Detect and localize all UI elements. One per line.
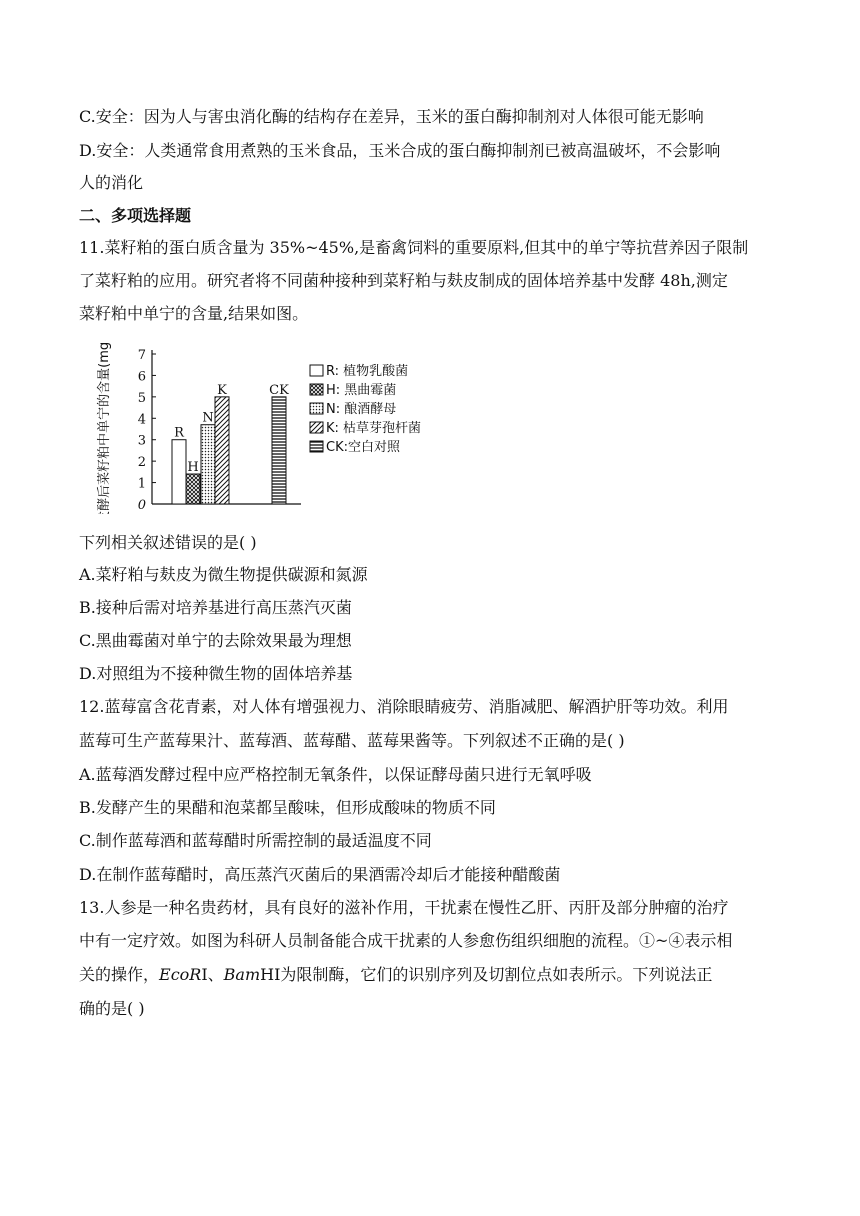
q12-option-d: D.在制作蓝莓醋时，高压蒸汽灭菌后的果酒需冷却后才能接种醋酸菌 [79,865,561,884]
bar-label-k: K [217,382,227,398]
q12-text-2: 蓝莓可生产蓝莓果汁、蓝莓酒、蓝莓醋、蓝莓果酱等。下列叙述不正确的是( ) [79,731,625,750]
chart-legend [310,363,421,455]
legend-entry: K: 枯草芽孢杆菌 [326,421,422,436]
y-tick-label: 3 [137,433,146,449]
bar-label-ck: CK [269,382,289,398]
q11-option-c: C.黑曲霉菌对单宁的去除效果最为理想 [79,631,352,650]
q12-text-1: 12.蓝莓富含花青素，对人体有增强视力、消除眼睛疲劳、消脂减肥、解酒护肝等功效。利用 [79,697,729,716]
y-tick-label: 4 [137,412,146,428]
q13-text-4: 确的是( ) [79,999,145,1018]
bar-r [172,440,186,504]
q13-text-3a: 关的操作， [79,965,160,984]
enzyme-ecor: EcoR [159,965,202,984]
option-c-previous: C.安全：因为人与害虫消化酶的结构存在差异，玉米的蛋白酶抑制剂对人体很可能无影响 [79,107,704,126]
y-tick-label: 5 [137,390,146,406]
q11-option-a: A.菜籽粕与麸皮为微生物提供碳源和氮源 [79,565,368,584]
q11-option-b: B.接种后需对培养基进行高压蒸汽灭菌 [79,598,352,617]
y-tick-label: 0 [137,498,146,513]
bar-h [186,474,200,504]
bar-label-r: R [174,425,184,441]
chart-bars [172,383,289,504]
y-tick-label: 6 [137,369,146,385]
q11-option-d: D.对照组为不接种微生物的固体培养基 [79,664,353,683]
legend-swatch [310,365,323,376]
q13-text-1: 13.人参是一种名贵药材，具有良好的滋补作用，干扰素在慢性乙肝、丙肝及部分肿瘤的治疗 [79,898,729,917]
section-heading: 二、多项选择题 [79,206,192,225]
legend-entry: CK:空白对照 [326,440,400,455]
legend-entry: N: 酿酒酵母 [326,402,397,417]
enzyme-bam: Bam [223,965,261,984]
q13-text-3c: Ⅰ、 [201,965,224,984]
q11-text-3: 菜籽粕中单宁的含量,结果如图。 [79,304,309,323]
option-d-previous-cont: 人的消化 [79,173,144,192]
bar-k [215,397,229,504]
chart-svg [96,342,456,514]
legend-swatch [310,441,323,452]
q12-option-c: C.制作蓝莓酒和蓝莓醋时所需控制的最适温度不同 [79,831,432,850]
q11-text-2: 了菜籽粕的应用。研究者将不同菌种接种到菜籽粕与麸皮制成的固体培养基中发酵 48h,测定 [79,271,728,290]
y-tick-label: 7 [137,348,146,363]
q13-text-2: 中有一定疗效。如图为科研人员制备能合成干扰素的人参愈伤组织细胞的流程。①~④表示相 [79,931,733,950]
bar-label-h: H [187,460,199,475]
tannin-bar-chart [96,342,456,514]
y-tick-label: 1 [137,476,146,492]
legend-entry: H: 黑曲霉菌 [326,383,397,398]
bar-ck [272,397,286,504]
bar-n [201,425,215,504]
q13-text-3e: HⅠ为限制酶，它们的识别序列及切割位点如表所示。下列说法正 [260,965,713,984]
legend-entry: R: 植物乳酸菌 [326,364,409,379]
y-tick-label: 2 [137,455,146,471]
option-d-previous: D.安全：人类通常食用煮熟的玉米食品，玉米合成的蛋白酶抑制剂已被高温破坏，不会影响 [79,141,721,160]
legend-swatch [310,403,323,414]
legend-swatch [310,422,323,433]
y-axis-title: 发酵后菜籽粕中单宁的含量(mg/g) [97,342,112,514]
q13-text-3 [79,964,779,986]
q12-option-b: B.发酵产生的果醋和泡菜都呈酸味，但形成酸味的物质不同 [79,798,496,817]
q12-option-a: A.蓝莓酒发酵过程中应严格控制无氧条件，以保证酵母菌只进行无氧呼吸 [79,765,592,784]
q11-text-1: 11.菜籽粕的蛋白质含量为 35%~45%,是畜禽饲料的重要原料,但其中的单宁等抗营养因子限制 [79,238,749,257]
legend-swatch [310,384,323,395]
q11-stem: 下列相关叙述错误的是( ) [79,533,257,552]
bar-label-n: N [202,410,214,426]
